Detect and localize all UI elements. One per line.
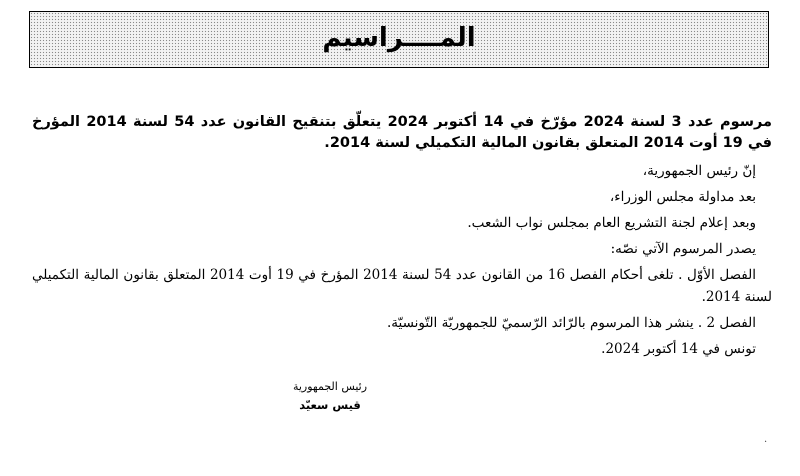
preamble-line: إنّ رئيس الجمهورية، (642, 163, 756, 179)
place-date: تونس في 14 أكتوبر 2024. (601, 341, 756, 357)
article-2: الفصل 2 . ينشر هذا المرسوم بالرّائد الرّسميّ للجمهوريّة التّونسيّة. (386, 315, 756, 331)
signatory-name: قيس سعيّد (299, 398, 361, 412)
section-banner (29, 11, 769, 68)
signatory-role: رئيس الجمهورية (292, 380, 368, 393)
preamble-line: يصدر المرسوم الآتي نصّه: (610, 241, 756, 257)
signature-block (250, 378, 410, 414)
decree-heading: مرسوم عدد 3 لسنة 2024 مؤرّخ في 14 أكتوبر 2024 يتعلّق بتنقيح القانون عدد 54 لسنة 2014 المؤرخ في 19 أوت 2014 المتعلق بقانون المالية التكميلي لسنة 2014. (32, 114, 772, 151)
decree-body (32, 112, 772, 364)
article-1: الفصل الأوّل . تلغى أحكام الفصل 16 من القانون عدد 54 لسنة 2014 المؤرخ في 19 أوت 2014 المتعلق بقانون المالية التكميلي لسنة 2014. (32, 267, 772, 305)
page-mark: . (764, 434, 768, 445)
preamble-line: بعد مداولة مجلس الوزراء، (609, 189, 756, 205)
section-title: المــــراسيم (322, 22, 476, 53)
preamble-line: وبعد إعلام لجنة التشريع العام بمجلس نواب الشعب. (467, 215, 756, 231)
